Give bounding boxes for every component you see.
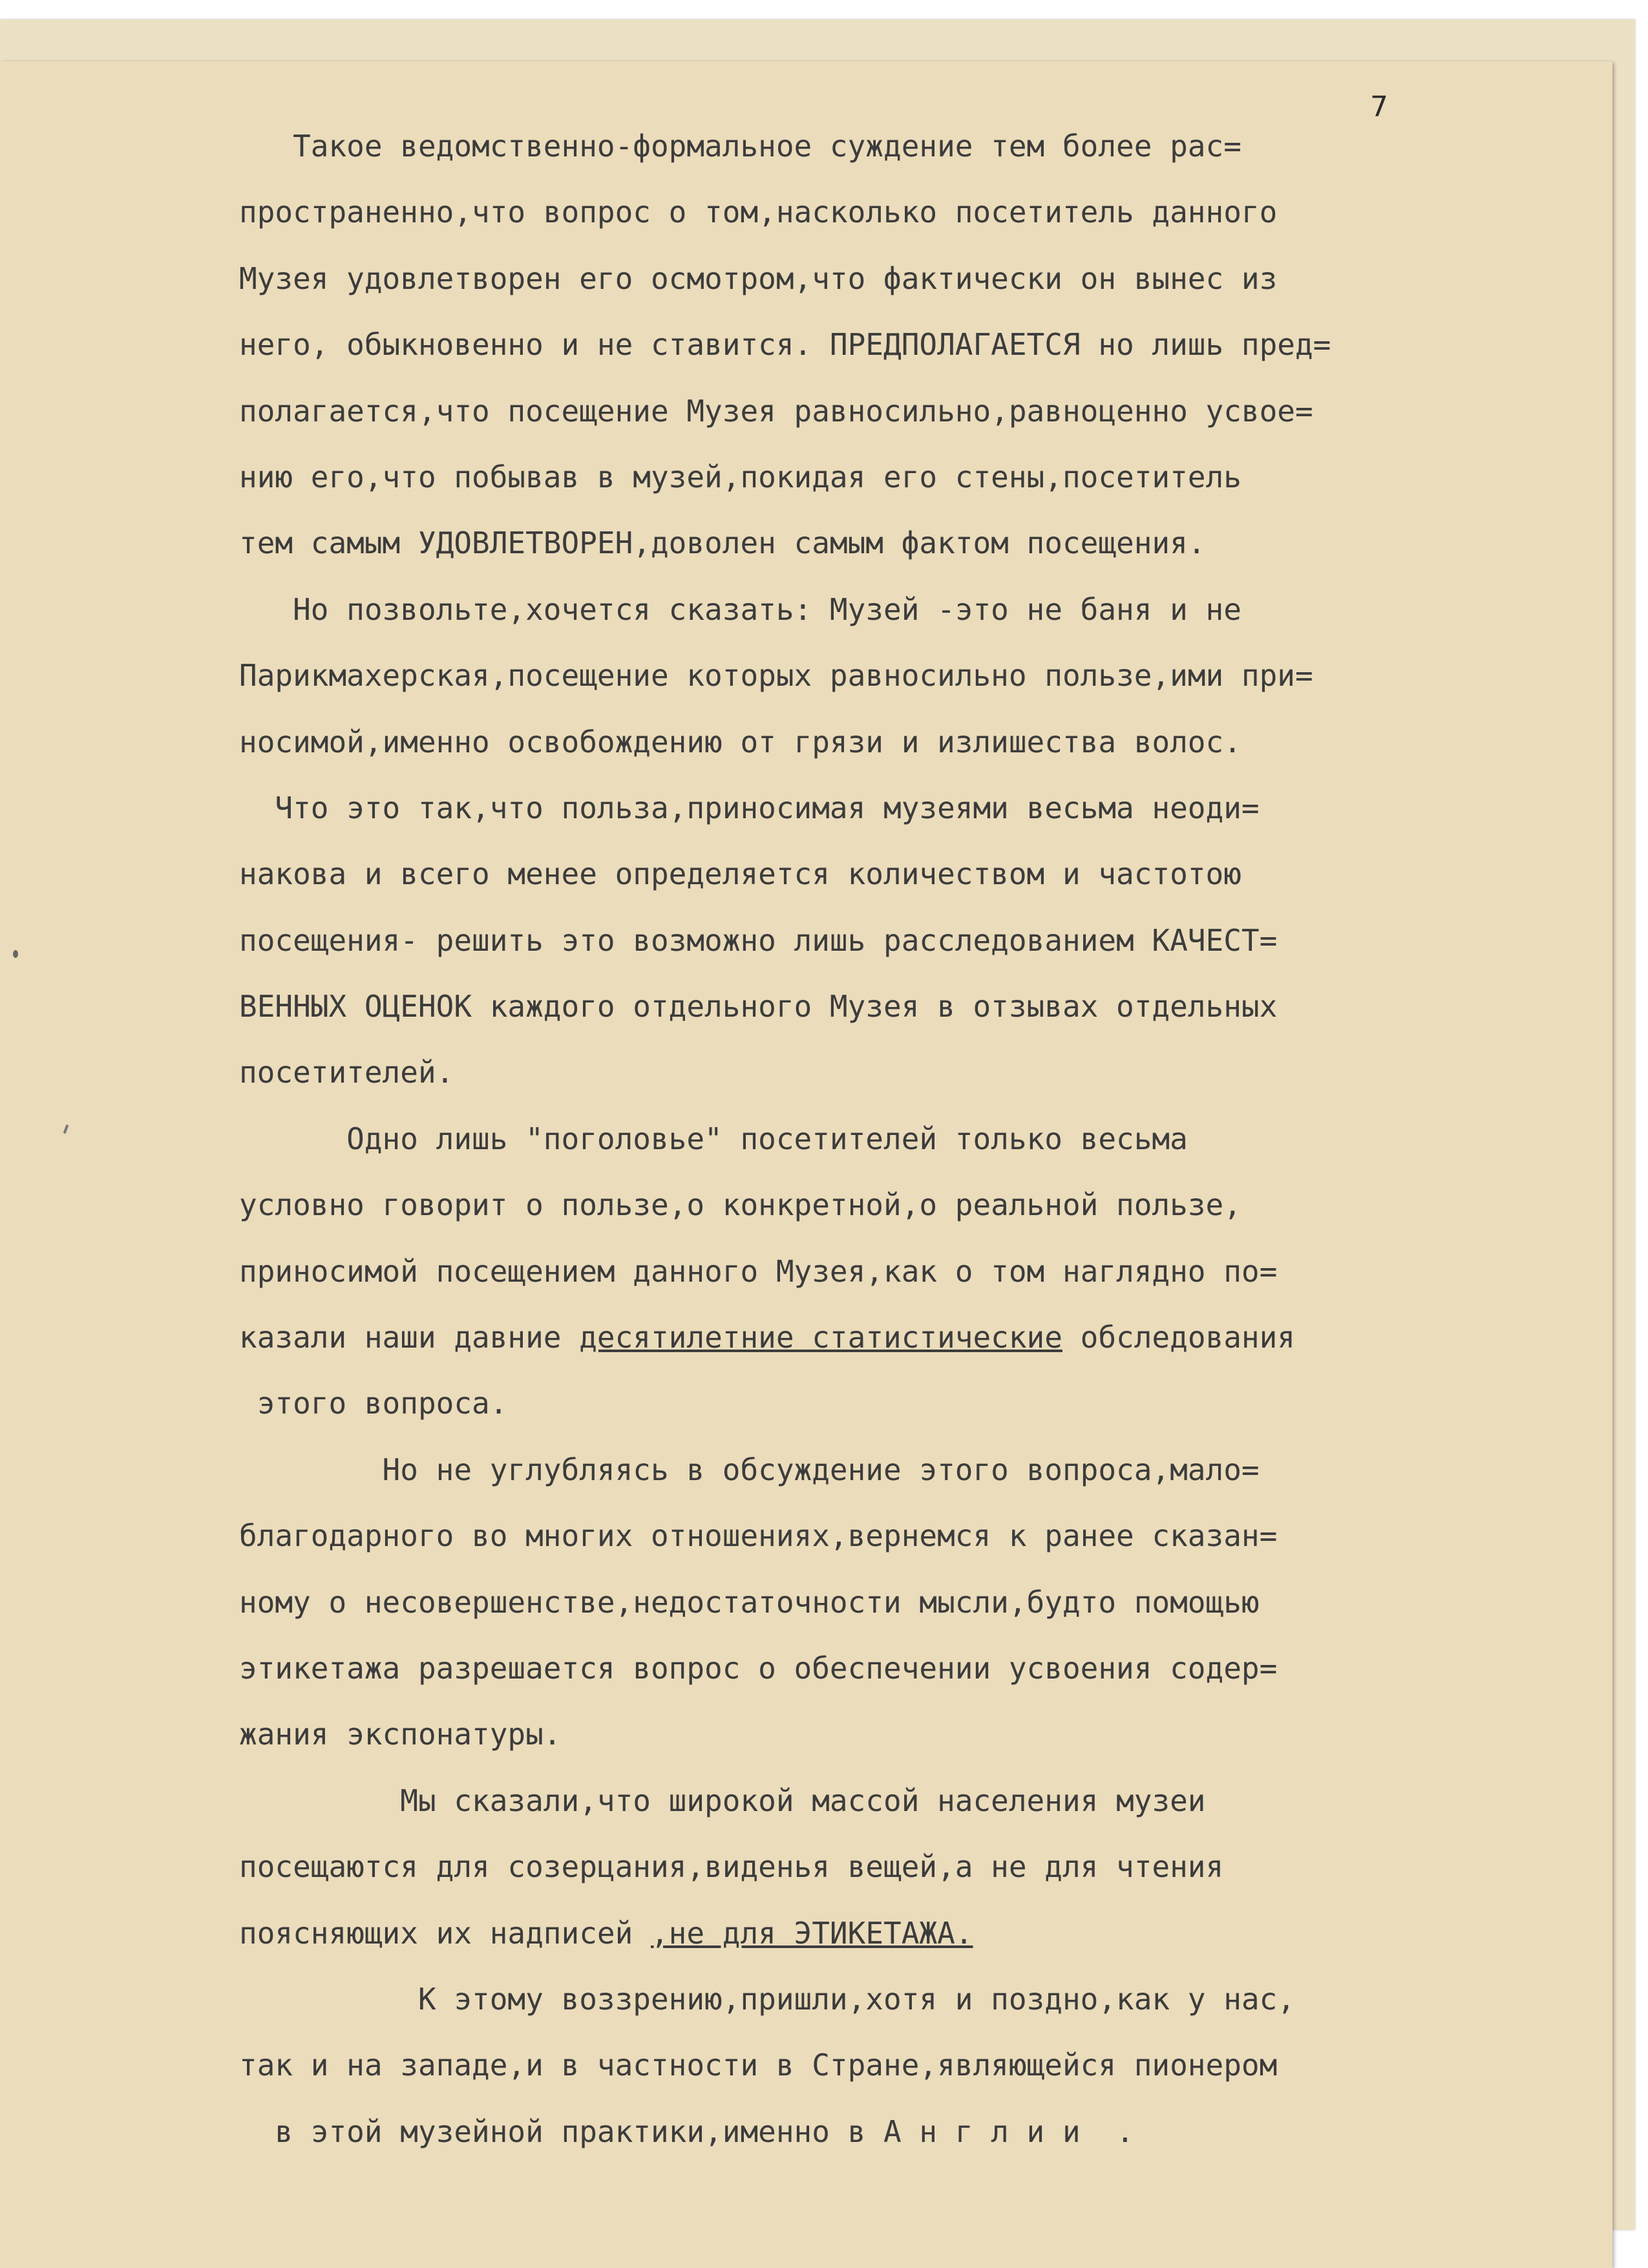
underlined-phrase: ,не для ЭТИКЕТАЖА. [650,1915,973,1951]
text-line: пространенно,что вопрос о том,насколько посетитель данного [239,195,1278,230]
page-number: 7 [1370,90,1388,123]
text-line: К этому воззрению,пришли,хотя и поздно,как у нас, [239,1981,1295,2017]
text-line: тем самым УДОВЛЕТВОРЕН,доволен самым фактом посещения. [239,525,1206,561]
text-line: условно говорит о пользе,о конкретной,о реальной пользе, [239,1187,1241,1223]
text-line: ному о несовершенстве,недостаточности мысли,будто помощью [239,1584,1260,1620]
text-line: благодарного во многих отношениях,вернемся к ранее сказан= [239,1518,1278,1554]
text-line: носимой,именно освобождению от грязи и излишества волос. [239,724,1241,759]
text-line: посещаются для созерцания,виденья вещей,а не для чтения [239,1849,1224,1885]
text-line-with-underline [239,1900,1570,1966]
text-line: приносимой посещением данного Музея,как о том наглядно по= [239,1253,1278,1289]
text-line: Но не углубляясь в обсуждение этого вопроса,мало= [239,1452,1260,1487]
underlined-phrase: десятилетние статистические [579,1320,1062,1355]
text-line: полагается,что посещение Музея равносильно,равноценно усвое= [239,393,1313,429]
text-line: жания экспонатуры. [239,1717,562,1752]
text-line: в этой музейной практики,именно в А н г л и и . [239,2114,1134,2149]
text-line: посетителей. [239,1055,454,1090]
text-line: так и на западе,и в частности в Стране,являющейся пионером [239,2048,1278,2083]
text-line: этикетажа разрешается вопрос о обеспечении усвоения содер= [239,1650,1278,1686]
margin-mark [13,950,18,958]
text-line: Одно лишь "поголовье" посетителей только весьма [239,1121,1188,1156]
text-line: Парикмахерская,посещение которых равносильно пользе,ими при= [239,658,1313,694]
text-line: этого вопроса. [239,1386,508,1421]
text-line: Но позвольте,хочется сказать: Музей -это не баня и не [239,591,1241,627]
text-segment: казали наши давние [239,1320,580,1355]
text-segment: поясняющих их надписей [239,1915,651,1951]
text-line: ВЕННЫХ ОЦЕНОК каждого отдельного Музея в отзывах отдельных [239,989,1278,1024]
text-line: Музея удовлетворен его осмотром,что фактически он вынес из [239,260,1278,296]
text-line: Мы сказали,что широкой массой населения музеи [239,1783,1206,1818]
text-line: него, обыкновенно и не ставится. ПРЕДПОЛАГАЕТСЯ но лишь пред= [239,327,1331,363]
text-line: Что это так,что польза,приносимая музеями весьма неоди= [239,790,1260,825]
text-segment: обследования [1062,1320,1295,1355]
text-line-with-underline [239,1304,1570,1370]
text-line: накова и всего менее определяется количеством и частотою [239,856,1241,892]
text-line: посещения- решить это возможно лишь расследованием КАЧЕСТ= [239,922,1278,958]
text-line: Такое ведомственно-формальное суждение тем более рас= [239,129,1241,164]
text-line: нию его,что побывав в музей,покидая его стены,посетитель [239,459,1241,494]
document-body [239,113,1570,2165]
